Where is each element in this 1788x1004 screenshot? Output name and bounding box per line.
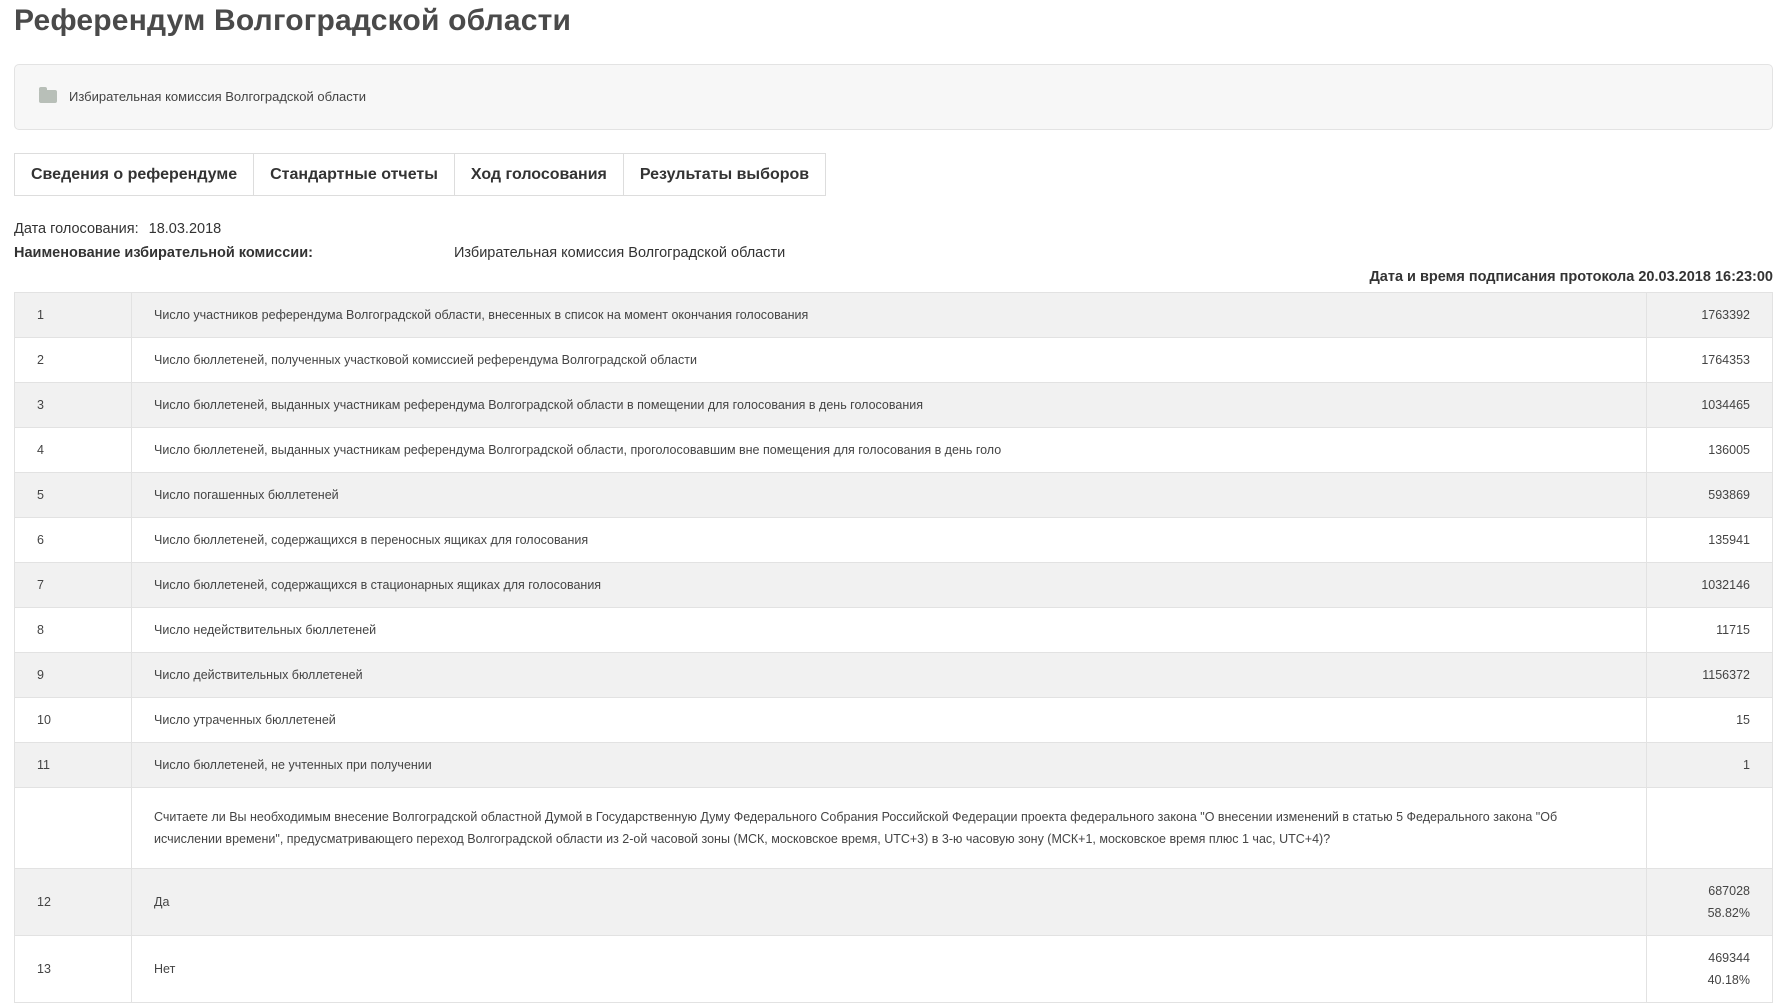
- row-label: Число утраченных бюллетеней: [132, 698, 1647, 743]
- answer-count: 469344: [1708, 951, 1750, 965]
- results-table: [14, 292, 1773, 1003]
- question-row: [15, 788, 1773, 869]
- tab-election-results[interactable]: Результаты выборов: [623, 153, 826, 196]
- table-row: [15, 518, 1773, 563]
- answer-values: [1647, 936, 1773, 1003]
- voting-date-row: [14, 221, 221, 237]
- row-value: 1034465: [1647, 383, 1773, 428]
- table-row: [15, 383, 1773, 428]
- tab-referendum-info[interactable]: Сведения о референдуме: [14, 153, 254, 196]
- row-label: Число бюллетеней, не учтенных при получении: [132, 743, 1647, 788]
- row-value: [1647, 788, 1773, 869]
- row-value: 1156372: [1647, 653, 1773, 698]
- row-number: 11: [15, 743, 132, 788]
- row-label: Число участников референдума Волгоградской области, внесенных в список на момент окончания голосования: [132, 293, 1647, 338]
- row-number: 6: [15, 518, 132, 563]
- folder-icon: [39, 90, 57, 103]
- row-value: 15: [1647, 698, 1773, 743]
- row-label: Число бюллетеней, выданных участникам референдума Волгоградской области, проголосовавшим вне помещения для голосования в день голо: [132, 428, 1647, 473]
- row-number: 1: [15, 293, 132, 338]
- row-value: 1032146: [1647, 563, 1773, 608]
- row-number: 8: [15, 608, 132, 653]
- answer-percent: 40.18%: [1707, 973, 1750, 987]
- table-row: [15, 698, 1773, 743]
- row-number: 9: [15, 653, 132, 698]
- table-row: [15, 338, 1773, 383]
- row-number: 10: [15, 698, 132, 743]
- answer-percent: 58.82%: [1707, 906, 1750, 920]
- table-row: [15, 428, 1773, 473]
- referendum-question: Считаете ли Вы необходимым внесение Волгоградской областной Думой в Государственную Думу Федерального Собрания Российской Федерации проекта федерального закона "О внесении изменений в статью 5 Федерального закона "Об исчислении времени", предусматривающего переход Волгоградской области из 2-ой часовой зоны (МСК, московское время, UTC+3) в 3-ю часовую зону (МСК+1, московское время плюс 1 час, UTC+4)?: [132, 788, 1647, 869]
- table-row: [15, 563, 1773, 608]
- commission-value: Избирательная комиссия Волгоградской области: [454, 245, 786, 261]
- table-row: [15, 293, 1773, 338]
- row-value: 1763392: [1647, 293, 1773, 338]
- row-label: Число бюллетеней, содержащихся в переносных ящиках для голосования: [132, 518, 1647, 563]
- row-label: Число бюллетеней, выданных участникам референдума Волгоградской области в помещении для голосования в день голосования: [132, 383, 1647, 428]
- answer-count: 687028: [1708, 884, 1750, 898]
- row-number: 4: [15, 428, 132, 473]
- row-number: [15, 788, 132, 869]
- protocol-signed-datetime: Дата и время подписания протокола 20.03.2018 16:23:00: [1369, 269, 1773, 285]
- answer-values: [1647, 869, 1773, 936]
- answer-row-yes: [15, 869, 1773, 936]
- row-label: Число погашенных бюллетеней: [132, 473, 1647, 518]
- row-number: 13: [15, 936, 132, 1003]
- table-row: [15, 608, 1773, 653]
- row-label: Число бюллетеней, полученных участковой комиссией референдума Волгоградской области: [132, 338, 1647, 383]
- table-row: [15, 743, 1773, 788]
- row-label: Число бюллетеней, содержащихся в стационарных ящиках для голосования: [132, 563, 1647, 608]
- row-number: 12: [15, 869, 132, 936]
- row-number: 5: [15, 473, 132, 518]
- row-label: Число действительных бюллетеней: [132, 653, 1647, 698]
- row-value: 11715: [1647, 608, 1773, 653]
- answer-label: Да: [132, 869, 1647, 936]
- breadcrumb: [14, 64, 1773, 130]
- breadcrumb-link-commission[interactable]: Избирательная комиссия Волгоградской области: [69, 89, 366, 104]
- row-number: 3: [15, 383, 132, 428]
- row-value: 1: [1647, 743, 1773, 788]
- commission-label: Наименование избирательной комиссии:: [14, 245, 313, 261]
- answer-row-no: [15, 936, 1773, 1003]
- row-label: Число недействительных бюллетеней: [132, 608, 1647, 653]
- table-row: [15, 473, 1773, 518]
- commission-row: [14, 245, 786, 261]
- table-row: [15, 653, 1773, 698]
- voting-date-value: 18.03.2018: [148, 221, 222, 237]
- row-number: 7: [15, 563, 132, 608]
- row-value: 135941: [1647, 518, 1773, 563]
- row-number: 2: [15, 338, 132, 383]
- tab-bar: [14, 153, 825, 196]
- page-title: Референдум Волгоградской области: [14, 4, 572, 37]
- tab-standard-reports[interactable]: Стандартные отчеты: [253, 153, 455, 196]
- voting-date-label: Дата голосования:: [14, 221, 139, 237]
- row-value: 136005: [1647, 428, 1773, 473]
- row-value: 593869: [1647, 473, 1773, 518]
- row-value: 1764353: [1647, 338, 1773, 383]
- tab-voting-progress[interactable]: Ход голосования: [454, 153, 624, 196]
- answer-label: Нет: [132, 936, 1647, 1003]
